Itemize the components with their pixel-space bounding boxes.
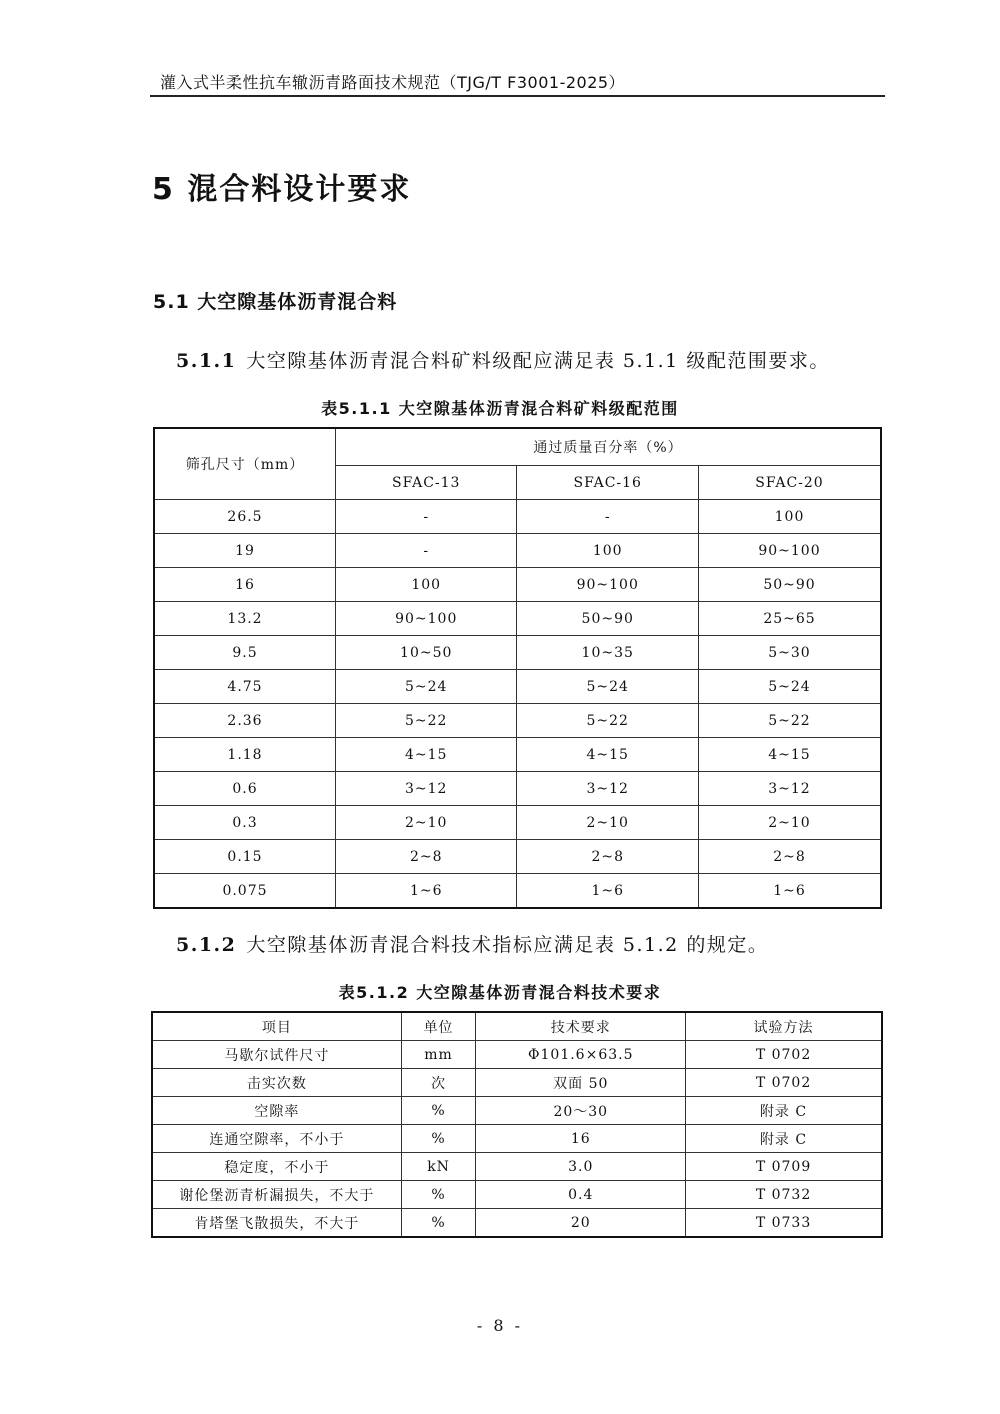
table-row bbox=[154, 738, 881, 772]
table-row bbox=[154, 840, 881, 874]
table-cell: 25~65 bbox=[698, 602, 881, 636]
table-cell: 0.4 bbox=[476, 1181, 686, 1209]
table-cell: 2.36 bbox=[154, 704, 335, 738]
table-cell: 5~24 bbox=[335, 670, 517, 704]
table-cell: 连通空隙率，不小于 bbox=[152, 1125, 401, 1153]
clause-text: 大空隙基体沥青混合料矿料级配应满足表 5.1.1 级配范围要求。 bbox=[246, 350, 830, 372]
table-cell: 1.18 bbox=[154, 738, 335, 772]
table-row bbox=[154, 568, 881, 602]
table-caption-5-1-2: 表5.1.2 大空隙基体沥青混合料技术要求 bbox=[338, 983, 662, 1002]
table-row bbox=[154, 772, 881, 806]
table-cell: 5~22 bbox=[517, 704, 699, 738]
table-cell: 3.0 bbox=[476, 1153, 686, 1181]
table-cell: 1~6 bbox=[517, 874, 699, 909]
table-cell: 4~15 bbox=[698, 738, 881, 772]
table-cell: 50~90 bbox=[517, 602, 699, 636]
table-cell: % bbox=[401, 1181, 476, 1209]
table-cell: - bbox=[335, 534, 517, 568]
table-cell: 100 bbox=[335, 568, 517, 602]
table-row bbox=[152, 1097, 882, 1125]
table-row bbox=[152, 1209, 882, 1238]
table-row bbox=[152, 1125, 882, 1153]
table-cell: 16 bbox=[476, 1125, 686, 1153]
page-number: - 8 - bbox=[476, 1316, 524, 1335]
table-cell: 4~15 bbox=[335, 738, 517, 772]
table-cell: - bbox=[335, 500, 517, 534]
clause-number: 5.1.2 bbox=[176, 934, 237, 956]
table-cell: 次 bbox=[401, 1069, 476, 1097]
table-row bbox=[152, 1069, 882, 1097]
sieve-size-header: 筛孔尺寸（mm） bbox=[154, 428, 335, 500]
table-cell: 双面 50 bbox=[476, 1069, 686, 1097]
table-cell: mm bbox=[401, 1041, 476, 1069]
table-row bbox=[152, 1153, 882, 1181]
table-cell: 5~30 bbox=[698, 636, 881, 670]
table-cell: 稳定度，不小于 bbox=[152, 1153, 401, 1181]
chapter-title: 5 混合料设计要求 bbox=[152, 172, 412, 207]
table-row bbox=[154, 704, 881, 738]
table-cell: 90~100 bbox=[517, 568, 699, 602]
table-cell: 0.15 bbox=[154, 840, 335, 874]
table-cell: 2~10 bbox=[698, 806, 881, 840]
table-cell: 3~12 bbox=[335, 772, 517, 806]
clause-number: 5.1.1 bbox=[176, 350, 237, 372]
table-cell: 3~12 bbox=[698, 772, 881, 806]
table-cell: 13.2 bbox=[154, 602, 335, 636]
table-cell: 附录 C bbox=[686, 1097, 882, 1125]
column-header: 项目 bbox=[152, 1012, 401, 1041]
table-row bbox=[154, 874, 881, 909]
column-header: SFAC-20 bbox=[698, 466, 881, 500]
table-cell: 20 bbox=[476, 1209, 686, 1238]
table-cell: 附录 C bbox=[686, 1125, 882, 1153]
table-row bbox=[152, 1041, 882, 1069]
table-cell: 马歇尔试件尺寸 bbox=[152, 1041, 401, 1069]
table-cell: % bbox=[401, 1097, 476, 1125]
table-cell: 2~8 bbox=[335, 840, 517, 874]
table-cell: 90~100 bbox=[335, 602, 517, 636]
table-cell: T 0702 bbox=[686, 1069, 882, 1097]
table-caption-5-1-1: 表5.1.1 大空隙基体沥青混合料矿料级配范围 bbox=[321, 399, 679, 418]
table-row bbox=[154, 602, 881, 636]
table-cell: kN bbox=[401, 1153, 476, 1181]
clause-5-1-2 bbox=[176, 930, 768, 957]
table-cell: 2~8 bbox=[517, 840, 699, 874]
header-divider bbox=[150, 95, 885, 97]
table-cell: 100 bbox=[698, 500, 881, 534]
table-cell: 2~10 bbox=[517, 806, 699, 840]
passing-percent-header: 通过质量百分率（%） bbox=[335, 428, 881, 466]
column-header: 单位 bbox=[401, 1012, 476, 1041]
clause-text: 大空隙基体沥青混合料技术指标应满足表 5.1.2 的规定。 bbox=[246, 934, 769, 956]
table-cell: 50~90 bbox=[698, 568, 881, 602]
table-cell: 2~8 bbox=[698, 840, 881, 874]
table-cell: 4~15 bbox=[517, 738, 699, 772]
table-cell: 0.6 bbox=[154, 772, 335, 806]
table-row bbox=[154, 500, 881, 534]
table-cell: T 0709 bbox=[686, 1153, 882, 1181]
table-cell: 0.075 bbox=[154, 874, 335, 909]
table-cell: 5~24 bbox=[698, 670, 881, 704]
table-cell: % bbox=[401, 1209, 476, 1238]
column-header: SFAC-16 bbox=[517, 466, 699, 500]
table-cell: % bbox=[401, 1125, 476, 1153]
running-header: 灌入式半柔性抗车辙沥青路面技术规范（TJG/T F3001-2025） bbox=[160, 73, 626, 92]
table-cell: 空隙率 bbox=[152, 1097, 401, 1125]
table-cell: 4.75 bbox=[154, 670, 335, 704]
table-cell: 16 bbox=[154, 568, 335, 602]
technical-requirements-table bbox=[151, 1011, 883, 1238]
table-cell: - bbox=[517, 500, 699, 534]
table-cell: 1~6 bbox=[335, 874, 517, 909]
table-row bbox=[154, 670, 881, 704]
table-row bbox=[154, 534, 881, 568]
table-cell: 90~100 bbox=[698, 534, 881, 568]
table-cell: 5~24 bbox=[517, 670, 699, 704]
table-cell: 肯塔堡飞散损失，不大于 bbox=[152, 1209, 401, 1238]
section-title: 5.1 大空隙基体沥青混合料 bbox=[153, 291, 398, 313]
table-cell: 1~6 bbox=[698, 874, 881, 909]
column-header: 技术要求 bbox=[476, 1012, 686, 1041]
table-cell: 10~50 bbox=[335, 636, 517, 670]
table-cell: 5~22 bbox=[698, 704, 881, 738]
table-cell: Φ101.6×63.5 bbox=[476, 1041, 686, 1069]
table-cell: 击实次数 bbox=[152, 1069, 401, 1097]
table-cell: 26.5 bbox=[154, 500, 335, 534]
table-row bbox=[154, 806, 881, 840]
table-cell: T 0702 bbox=[686, 1041, 882, 1069]
table-cell: 0.3 bbox=[154, 806, 335, 840]
table-cell: 10~35 bbox=[517, 636, 699, 670]
table-cell: 100 bbox=[517, 534, 699, 568]
table-cell: 2~10 bbox=[335, 806, 517, 840]
table-cell: 3~12 bbox=[517, 772, 699, 806]
table-cell: 20～30 bbox=[476, 1097, 686, 1125]
table-cell: T 0732 bbox=[686, 1181, 882, 1209]
clause-5-1-1 bbox=[176, 346, 830, 373]
table-cell: T 0733 bbox=[686, 1209, 882, 1238]
gradation-table bbox=[153, 427, 882, 909]
table-row bbox=[154, 636, 881, 670]
table-row bbox=[152, 1181, 882, 1209]
table-cell: 谢伦堡沥青析漏损失，不大于 bbox=[152, 1181, 401, 1209]
table-cell: 9.5 bbox=[154, 636, 335, 670]
table-cell: 19 bbox=[154, 534, 335, 568]
table-cell: 5~22 bbox=[335, 704, 517, 738]
column-header: SFAC-13 bbox=[335, 466, 517, 500]
column-header: 试验方法 bbox=[686, 1012, 882, 1041]
